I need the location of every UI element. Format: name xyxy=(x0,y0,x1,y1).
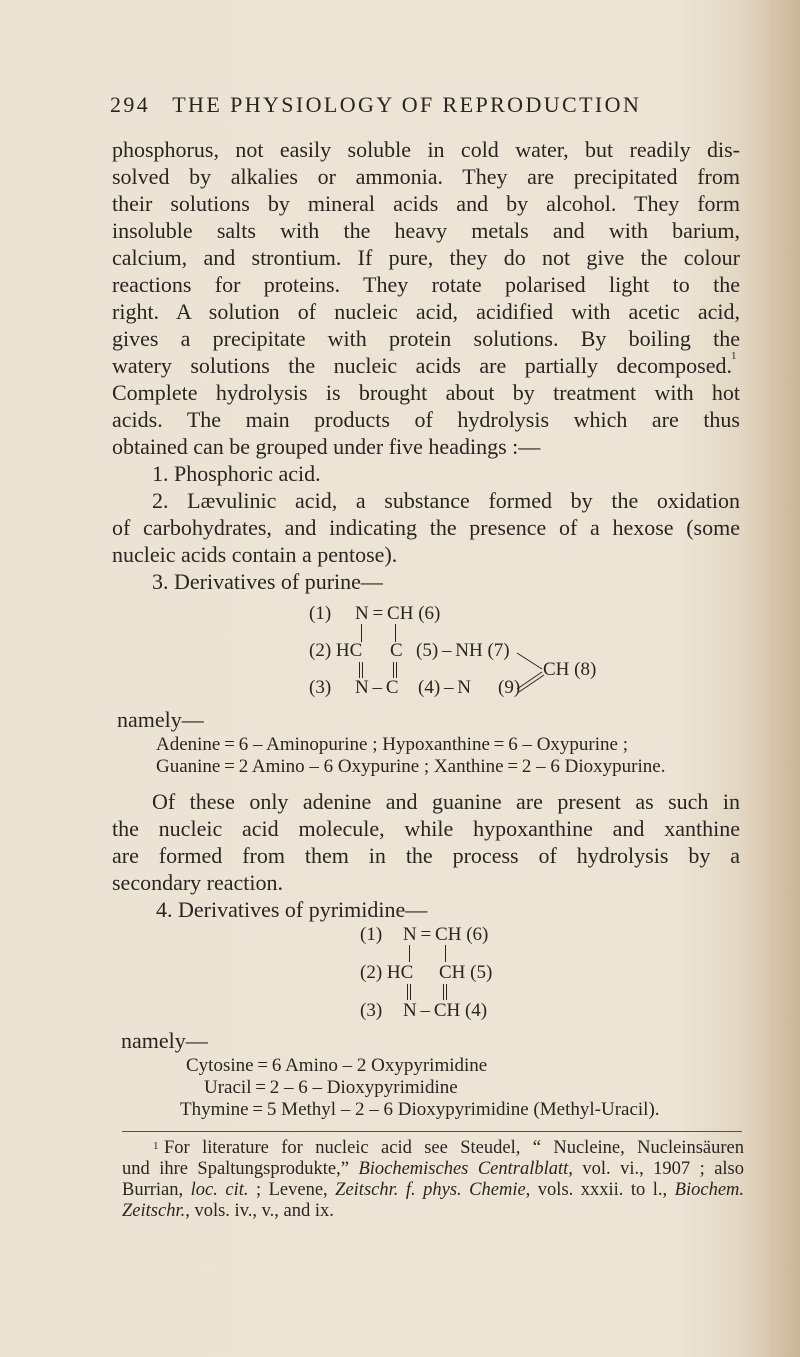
pyrimidine-list-item: Thymine = 5 Methyl – 2 – 6 Dioxypyrimidine (Methyl-Uracil). xyxy=(180,1099,660,1120)
text-line: Complete hydrolysis is brought about by treatment with hot xyxy=(112,380,740,405)
text-line xyxy=(112,352,732,379)
text-line: reactions for proteins. They rotate polarised light to the xyxy=(112,272,740,297)
text-line: acids. The main products of hydrolysis which are thus xyxy=(112,407,740,432)
namely-label: namely— xyxy=(121,1028,208,1053)
text-line: right. A solution of nucleic acid, acidified with acetic acid, xyxy=(112,299,740,324)
atom-label: (4) – N xyxy=(418,677,471,698)
atom-label: N = CH (6) xyxy=(355,603,441,624)
text-line: solved by alkalies or ammonia. They are precipitated from xyxy=(112,164,740,189)
text-line: obtained can be grouped under five headings :— xyxy=(112,434,541,459)
list-item-1: 1. Phosphoric acid. xyxy=(152,461,321,486)
atom-label: CH (5) xyxy=(439,962,493,983)
atom-label: (3) xyxy=(309,677,332,698)
pyrimidine-list-item: Uracil = 2 – 6 – Dioxypyrimidine xyxy=(204,1077,458,1098)
text-line: Of these only adenine and guanine are present as such in xyxy=(152,789,740,814)
text-line: their solutions by mineral acids and by alcohol. They form xyxy=(112,191,740,216)
text-span: vols. xxxii. to l., xyxy=(530,1180,675,1200)
running-header xyxy=(110,92,641,118)
text-line: calcium, and strontium. If pure, they do not give the colour xyxy=(112,245,740,270)
single-bond xyxy=(409,945,410,962)
journal-title: Biochemisches Centralblatt, xyxy=(358,1159,573,1179)
footnote-marker: 1 xyxy=(153,1140,159,1152)
bond-lines xyxy=(515,645,547,695)
citation-abbrev: loc. cit. xyxy=(190,1180,249,1200)
atom-label: (2) HC xyxy=(309,640,363,661)
atom-label: N – CH (4) xyxy=(403,1000,488,1021)
text-span: vols. iv., v., and ix. xyxy=(189,1201,334,1221)
atom-label: (1) xyxy=(309,603,332,624)
footnote-line: For literature for nucleic acid see Steudel, “ Nucleine, Nucleinsäuren xyxy=(164,1138,744,1158)
running-title: THE PHYSIOLOGY OF REPRODUCTION xyxy=(172,92,642,117)
atom-label: (2) HC xyxy=(360,962,414,983)
footnote-line xyxy=(122,1201,744,1222)
journal-title: Zeitschr., xyxy=(122,1201,190,1221)
double-bond xyxy=(443,984,447,1000)
text-line: the nucleic acid molecule, while hypoxanthine and xanthine xyxy=(112,816,740,841)
single-bond xyxy=(445,945,446,962)
text-line: nucleic acids contain a pentose). xyxy=(112,542,398,567)
text-span: ; Levene, xyxy=(248,1180,336,1200)
list-item-2: 2. Lævulinic acid, a substance formed by the oxidation xyxy=(152,488,740,513)
text-span: watery solutions the nucleic acids are partially decomposed. xyxy=(112,353,732,378)
pyrimidine-list-item: Cytosine = 6 Amino – 2 Oxypyrimidine xyxy=(186,1055,488,1076)
text-span: vol. vi., 1907 ; also xyxy=(572,1159,744,1179)
page-number: 294 xyxy=(110,92,151,117)
journal-title: Zeitschr. f. phys. Chemie, xyxy=(335,1180,531,1200)
footnote-reference[interactable]: 1 xyxy=(731,350,737,362)
atom-label: (3) xyxy=(360,1000,383,1021)
namely-label: namely— xyxy=(117,707,204,732)
double-bond xyxy=(359,662,363,678)
journal-title: Biochem. xyxy=(674,1180,745,1200)
list-item-3: 3. Derivatives of purine— xyxy=(152,569,383,594)
atom-label: CH (8) xyxy=(543,659,597,680)
footnote-line xyxy=(122,1180,744,1201)
atom-label: (5) – NH (7) xyxy=(416,640,510,661)
footnote-divider xyxy=(122,1131,742,1132)
text-line: are formed from them in the process of hydrolysis by a xyxy=(112,843,740,868)
text-line: secondary reaction. xyxy=(112,870,284,895)
purine-list-item: Adenine = 6 – Aminopurine ; Hypoxanthine = 6 – Oxypurine ; xyxy=(156,734,628,755)
text-line: of carbohydrates, and indicating the presence of a hexose (some xyxy=(112,515,740,540)
atom-label: N – C xyxy=(355,677,399,698)
text-span: und ihre Spaltungsprodukte,” xyxy=(122,1159,359,1179)
text-span: Burrian, xyxy=(122,1180,191,1200)
list-item-4: 4. Derivatives of pyrimidine— xyxy=(156,897,428,922)
purine-list-item: Guanine = 2 Amino – 6 Oxypurine ; Xanthine = 2 – 6 Dioxypurine. xyxy=(156,756,666,777)
text-line: phosphorus, not easily soluble in cold water, but readily dis- xyxy=(112,137,740,162)
footnote-line xyxy=(122,1159,744,1180)
text-line: insoluble salts with the heavy metals and with barium, xyxy=(112,218,740,243)
atom-label: N = CH (6) xyxy=(403,924,489,945)
atom-label: (9) xyxy=(498,677,521,698)
text-line: gives a precipitate with protein solutions. By boiling the xyxy=(112,326,740,351)
double-bond xyxy=(407,984,411,1000)
double-bond xyxy=(393,662,397,678)
atom-label: C xyxy=(390,640,403,661)
atom-label: (1) xyxy=(360,924,383,945)
